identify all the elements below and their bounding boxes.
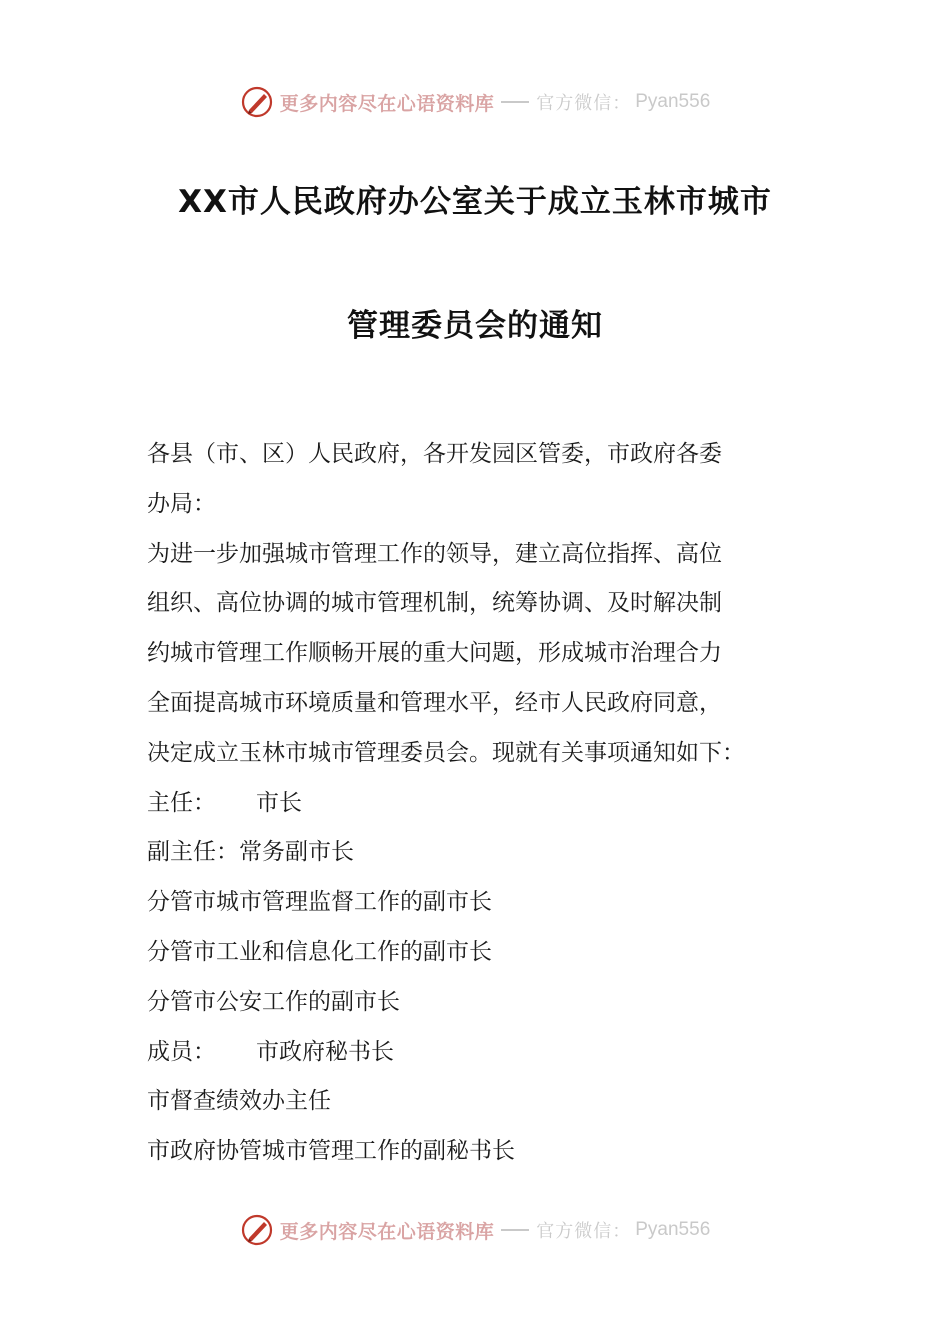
members-line [147, 1028, 812, 1078]
banner-wechat-label: 官方微信： [536, 93, 632, 114]
director-value: 市长 [256, 789, 302, 816]
addressee-line: 办局： [147, 490, 216, 517]
banner-dash [501, 101, 529, 103]
members-first: 市政府秘书长 [256, 1038, 394, 1065]
body-line: 组织、高位协调的城市管理机制，统筹协调、及时解决制 [147, 590, 722, 617]
members-list-item: 市督查绩效办主任 [147, 1088, 331, 1115]
document-title-line-1: XX市人民政府办公室关于成立玉林市城市 [178, 184, 772, 220]
director-label: 主任： [147, 789, 216, 816]
header-banner [0, 82, 950, 122]
body-line: 决定成立玉林市城市管理委员会。现就有关事项通知如下： [147, 739, 745, 766]
members-list-item: 市政府协管城市管理工作的副秘书长 [147, 1138, 515, 1165]
deputy-list-item: 分管市公安工作的副市长 [147, 988, 400, 1015]
pen-logo-icon [240, 85, 274, 119]
deputy-list-item: 分管市城市管理监督工作的副市长 [147, 889, 492, 916]
document-title-line-2: 管理委员会的通知 [347, 308, 603, 344]
banner-brand-text: 更多内容尽在心语资料库 [279, 92, 495, 115]
deputy-value: 常务副市长 [239, 839, 354, 866]
pen-logo-icon [240, 1213, 274, 1247]
deputy-label: 副主任： [147, 839, 239, 866]
body-line: 为进一步加强城市管理工作的领导，建立高位指挥、高位 [147, 540, 722, 567]
banner-wechat-label: 官方微信： [536, 1221, 632, 1242]
director-line [147, 779, 812, 829]
footer-banner [0, 1210, 950, 1250]
deputy-list-item: 分管市工业和信息化工作的副市长 [147, 938, 492, 965]
deputy-line [147, 828, 812, 878]
banner-brand-text: 更多内容尽在心语资料库 [279, 1220, 495, 1243]
banner-wechat-id: Pyan556 [635, 1219, 711, 1240]
banner-wechat-id: Pyan556 [635, 91, 711, 112]
members-label: 成员： [147, 1038, 216, 1065]
body-line: 约城市管理工作顺畅开展的重大问题，形成城市治理合力 [147, 640, 722, 667]
addressee-line: 各县（市、区）人民政府，各开发园区管委，市政府各委 [147, 441, 722, 467]
document-body [147, 430, 812, 1177]
body-line: 全面提高城市环境质量和管理水平，经市人民政府同意， [147, 689, 722, 716]
banner-dash [501, 1229, 529, 1231]
